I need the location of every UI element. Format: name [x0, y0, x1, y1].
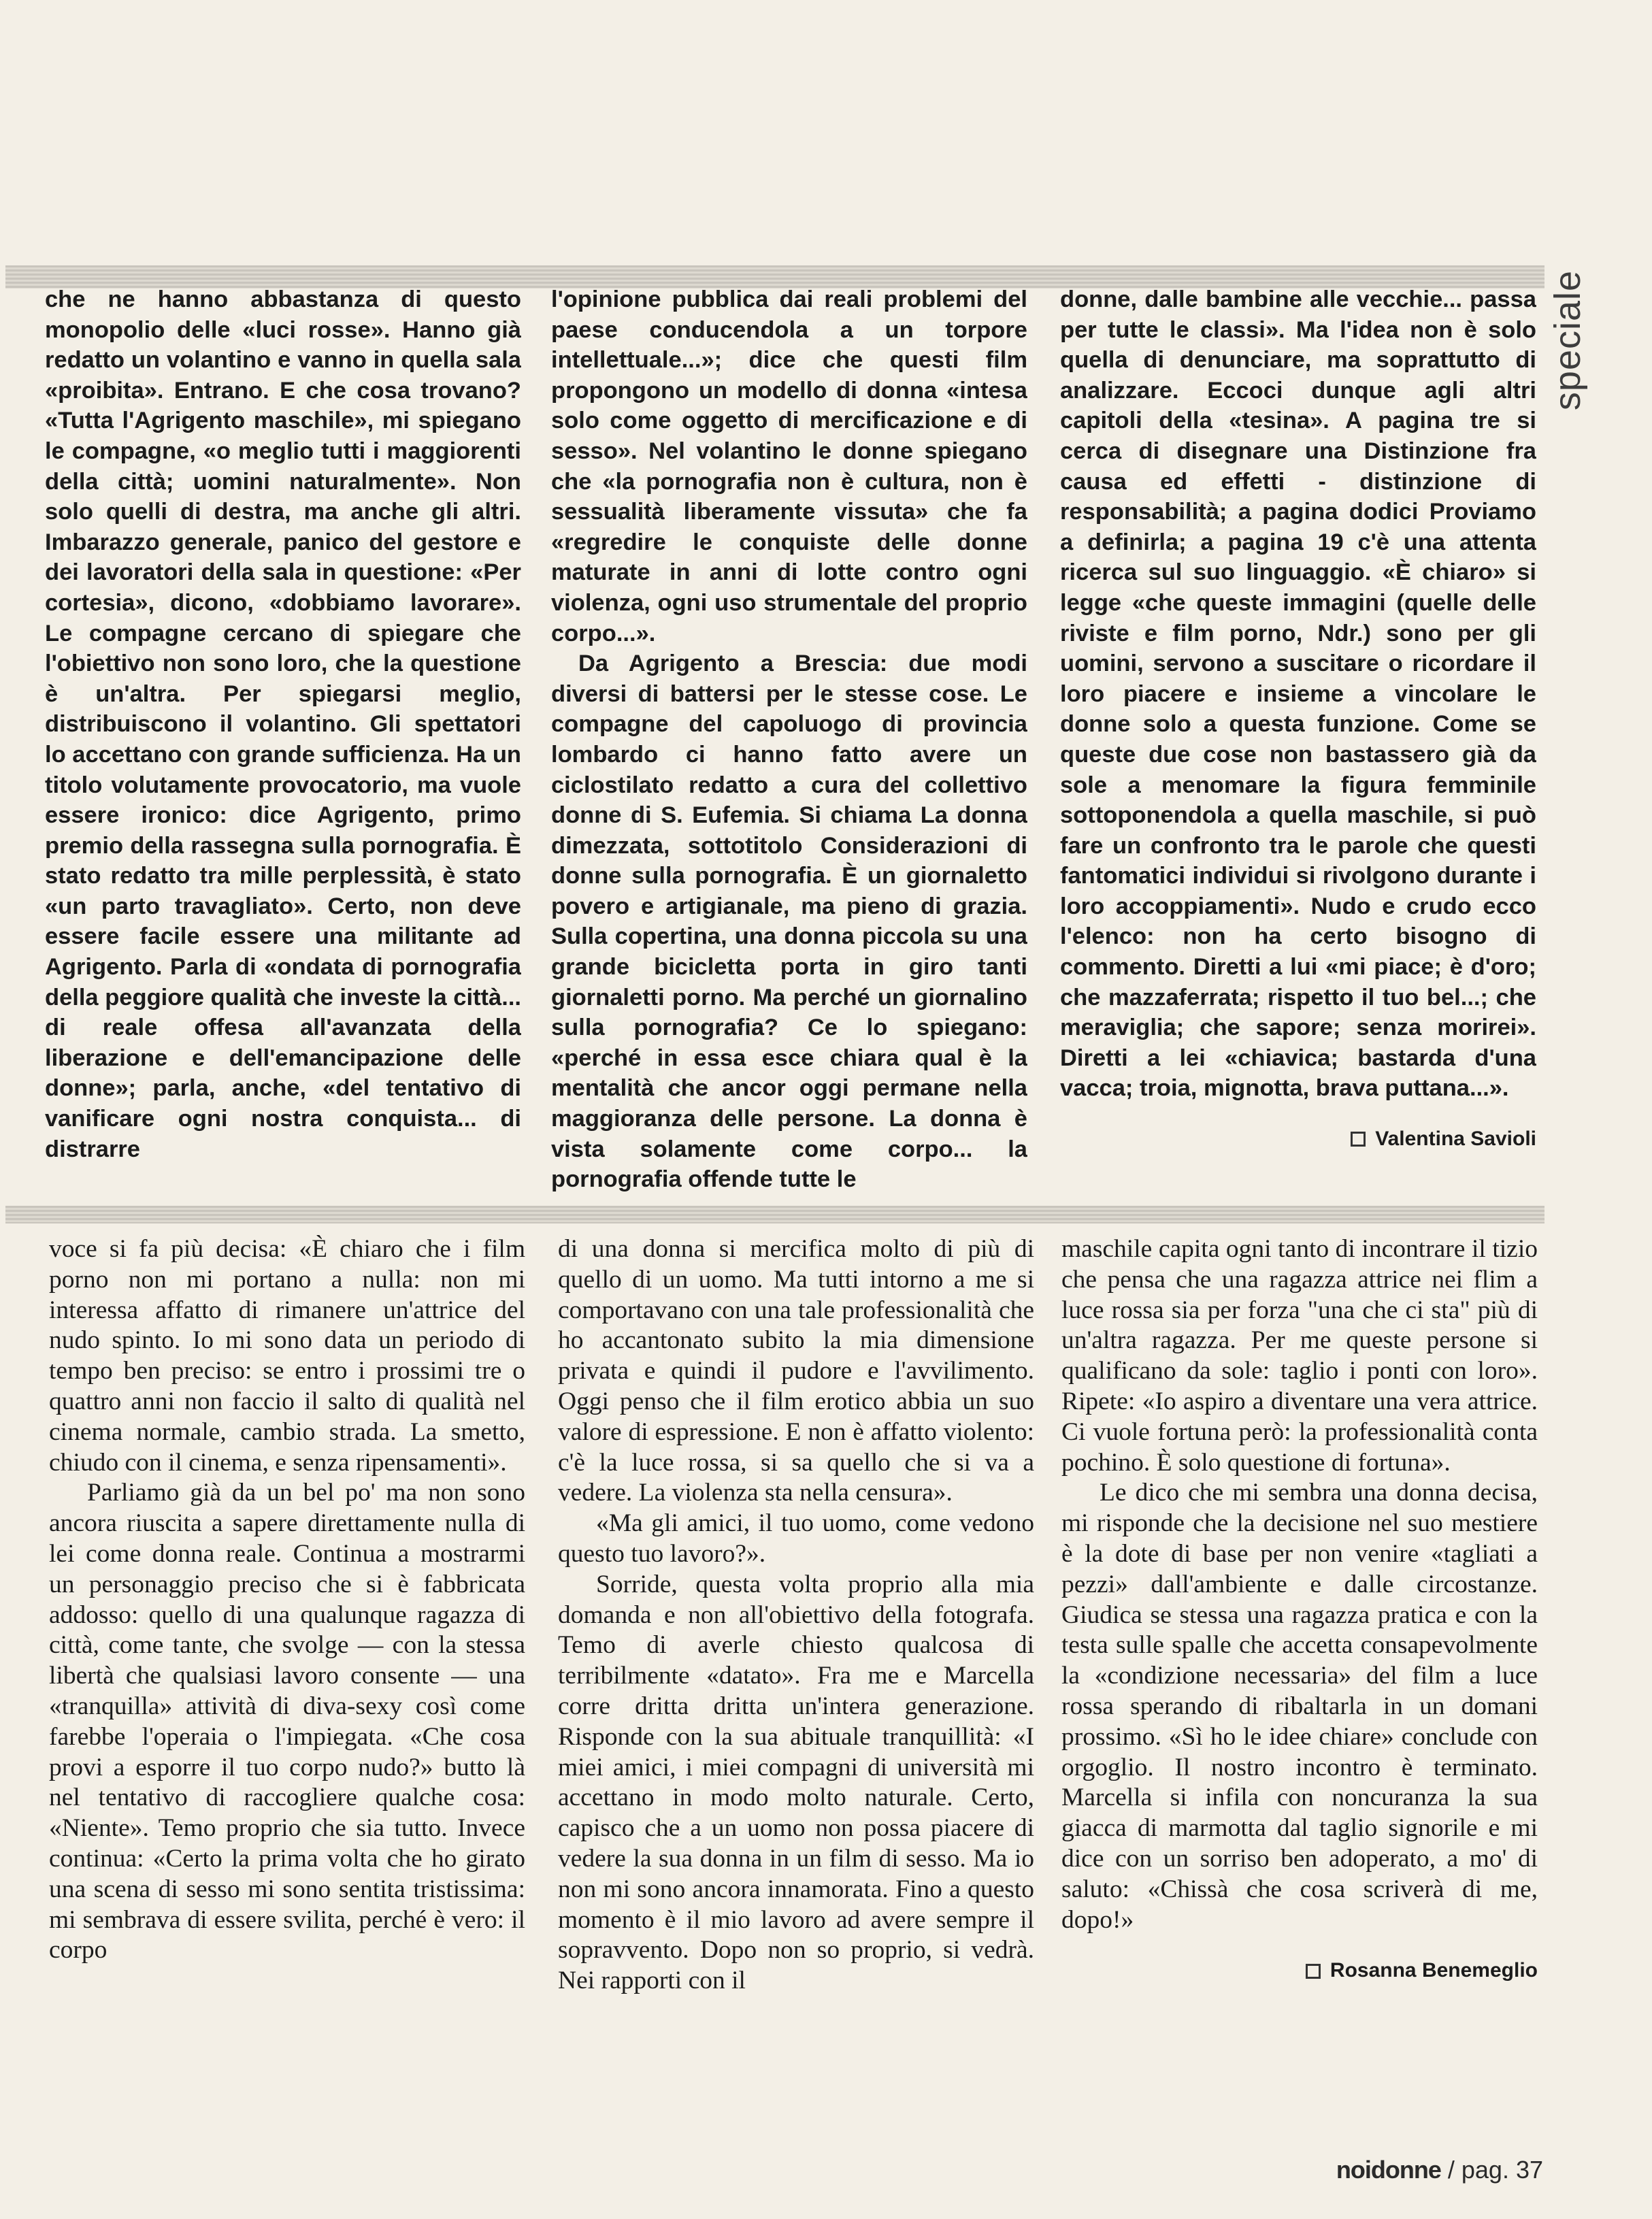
paragraph: di una donna si mercifica molto di più di quello di un uomo. Ma tutti intorno a me si comportavano con una tale professionalità che ho accantonato subito la mia dimensione privata e quindi il pudore e l'avvilimento. Oggi penso che il film erotico abbia un suo valore di espressione. E non è affatto violento: c'è la luce rossa, si sa quello che si va a vedere. La violenza sta nella censura». — [558, 1235, 1034, 1507]
middle-divider-band — [5, 1206, 1544, 1223]
page-footer — [1336, 2156, 1543, 2184]
article-top-column-2 — [551, 284, 1027, 1203]
magazine-name: noidonne — [1336, 2156, 1441, 2184]
byline-bottom — [1061, 1956, 1538, 1986]
paragraph: che ne hanno abbastanza di questo monopolio delle «luci rosse». Hanno già redatto un volantino e vanno in quella sala «proibita». Entrano. E che cosa trovano? «Tutta l'Agrigento maschile», mi spiegano le compagne, «o meglio tutti i maggiorenti della città; uomini naturalmente». Non solo quelli di destra, ma anche gli altri. Imbarazzo generale, panico del gestore e dei lavoratori della sala in questione: «Per cortesia», dicono, «dobbiamo lavorare». Le compagne cercano di spiegare che l'obiettivo non sono loro, che la questione è un'altra. Per spiegarsi meglio, distribuiscono il volantino. Gli spettatori lo accettano con grande sufficienza. Ha un titolo volutamente provocatorio, ma vuole essere ironico: dice Agrigento, primo premio della rassegna sulla pornografia. È stato redatto tra mille perplessità, è stato «un parto travagliato». Certo, non deve essere facile essere una militante ad Agrigento. Parla di «ondata di pornografia della peggiore qualità che investe la città... di reale offesa all'avanzata della liberazione e dell'emancipazione delle donne»; parla, anche, «del tentativo di vanificare ogni nostra conquista... di distrarre — [45, 286, 521, 1162]
footer-separator: / — [1447, 2156, 1455, 2184]
paragraph: Sorride, questa volta proprio alla mia domanda e non all'obiettivo della fotografa. Temo di averle chiesto qualcosa di terribilmente «datato». Fra me e Marcella corre dritta dritta un'intera generazione. Risponde con la sua abituale tranquillità: «I miei amici, i miei compagni di università mi accettano in modo molto naturale. Certo, capisco che a un uomo non possa piacere di vedere la sua donna in un film di sesso. Ma io non mi sono ancora innamorata. Fino a questo momento è il mio lavoro ad avere sempre il sopravvento. Dopo non so proprio, si vedrà. Nei rapporti con il — [558, 1570, 1034, 1995]
paragraph: donne, dalle bambine alle vecchie... passa per tutte le classi». Ma l'idea non è solo quella di denunciare, ma soprattutto di analizzare. Eccoci dunque agli altri capitoli della «tesina». A pagina tre si cerca di disegnare una Distinzione fra causa ed effetti - distinzione di responsabilità; a pagina dodici Proviamo a definirla; a pagina 19 c'è una attenta ricerca sul suo linguaggio. «È chiaro» si legge «che queste immagini (quelle delle riviste e film porno, Ndr.) sono per gli uomini, servono a suscitare o ricordare il loro piacere e insieme a vincolare le donne solo a questa funzione. Come se queste due cose non bastassero già da sole a menomare la figura femminile sottoponendola a quella maschile, si può fare un confronto tra le parole che questi fantomatici individui si rivolgono durante i loro accoppiamenti». Nudo e crudo ecco l'elenco: non ha certo bisogno di commento. Diretti a lui «mi piace; è d'oro; che mazzaferrata; rispetto il tuo bel...; che meraviglia; che sapore; senza morirei». Diretti a lei «chiavica; bastarda d'una vacca; troia, mignotta, brava puttana...». — [1060, 286, 1536, 1102]
page-number: pag. 37 — [1461, 2156, 1543, 2184]
byline-square-icon — [1351, 1132, 1366, 1147]
article-bottom-column-3 — [1061, 1234, 1538, 2112]
byline-square-icon — [1306, 1964, 1321, 1979]
paragraph: voce si fa più decisa: «È chiaro che i film porno non mi portano a nulla: non mi interessa affatto di rimanere un'attrice del nudo spinto. Io mi sono data un periodo di tempo ben preciso: se entro i prossimi tre o quattro anni non faccio il salto di qualità nel cinema normale, cambio strada. La smetto, chiudo con il cinema, e senza ripensamenti». — [49, 1235, 525, 1477]
paragraph: maschile capita ogni tanto di incontrare il tizio che pensa che una ragazza attrice nei flim a luce rossa sia per forza "una che ci sta" più di un'altra ragazza. Per me queste persone si qualificano da sole: taglio i ponti con loro». Ripete: «Io aspiro a diventare una vera attrice. Ci vuole fortuna però: la professionalità conta pochino. È solo questione di fortuna». — [1061, 1235, 1538, 1477]
paragraph: Parliamo già da un bel po' ma non sono ancora riuscita a sapere direttamente nulla di lei come donna reale. Continua a mostrarmi un personaggio preciso che si è fabbricata addosso: quello di una qualunque ragazza di città, come tante, che svolge — con la stessa libertà che qualsiasi lavoro consente — una «tranquilla» attività di diva-sexy così come farebbe l'operaia o l'impiegata. «Che cosa provi a esporre il tuo corpo nudo?» butto là nel tentativo di raccogliere qualche cosa: «Niente». Temo proprio che sia tutto. Invece continua: «Certo la prima volta che ho girato una scena di sesso mi sono sentita tristissima: mi sembrava di essere svilita, perché è vero: il corpo — [49, 1479, 525, 1965]
author-name: Valentina Savioli — [1375, 1128, 1536, 1151]
section-label: speciale — [1547, 269, 1588, 411]
paragraph: Da Agrigento a Brescia: due modi diversi di battersi per le stesse cose. Le compagne del capoluogo di provincia lombardo ci hanno fatto avere un ciclostilato redatto a cura del collettivo donne di S. Eufemia. Si chiama La donna dimezzata, sottotitolo Considerazioni di donne sulla pornografia. È un giornaletto povero e artigianale, ma pieno di grazia. Sulla copertina, una donna piccola su una grande bicicletta porta in giro tanti giornaletti porno. Ma perché un giornalino sulla pornografia? Ce lo spiegano: «perché in essa esce chiara qual è la mentalità che ancor oggi permane nella maggioranza delle persone. La donna è vista solamente come corpo... la pornografia offende tutte le — [551, 651, 1027, 1193]
article-top-column-3 — [1060, 284, 1536, 1203]
paragraph: l'opinione pubblica dai reali problemi del paese conducendola a un torpore intellettuale...»; dice che questi film propongono un modello di donna «intesa solo come oggetto di mercificazione e di sesso». Nel volantino le donne spiegano che «la pornografia non è cultura, non è sessualità liberamente vissuta» che fa «regredire le conquiste delle donne maturate in anni di lotte contro ogni violenza, ogni uso strumentale del proprio corpo...». — [551, 286, 1027, 646]
article-top-column-1 — [45, 284, 521, 1203]
author-name: Rosanna Benemeglio — [1329, 1959, 1538, 1982]
paragraph: «Ma gli amici, il tuo uomo, come vedono questo tuo lavoro?». — [558, 1509, 1034, 1568]
article-bottom-column-2 — [558, 1234, 1034, 2112]
article-bottom-column-1 — [49, 1234, 525, 2112]
paragraph: Le dico che mi sembra una donna decisa, mi risponde che la decisione nel suo mestiere è la dote di base per non venire «tagliati a pezzi» dall'ambiente e dalle circostanze. Giudica se stessa una ragazza pratica e con la testa sulle spalle che accetta consapevolmente la «condizione necessaria» del film a luce rossa sperando di ribaltarla in un domani prossimo. «Sì ho le idee chiare» conclude con orgoglio. Il nostro incontro è terminato. Marcella si infila con noncuranza la sua giacca di marmotta dal taglio signorile e mi dice con un sorriso ben adoperato, a mo' di saluto: «Chissà che cosa scriverà di me, dopo!» — [1061, 1479, 1538, 1934]
byline-top — [1060, 1124, 1536, 1155]
